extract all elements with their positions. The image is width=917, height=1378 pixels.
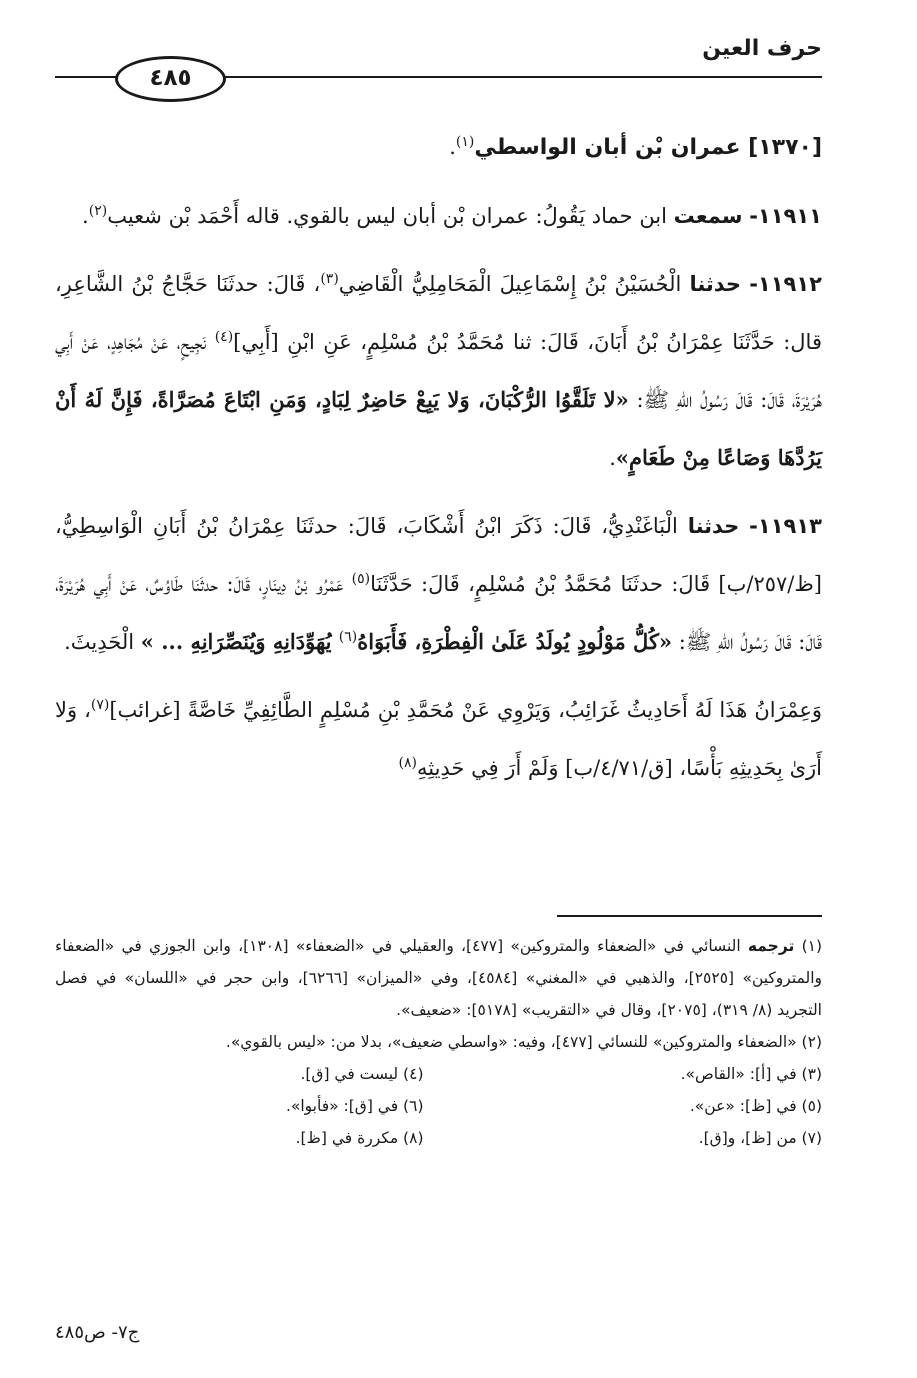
commentary-text: وَعِمْرَانُ هَذَا لَهُ أَحَادِيثُ غَرَائِبُ، وَيَرْوِي عَنْ مُحَمَّدِ بْنِ مُسْلِمٍ الطَّائِفِيِّ خَاصَّةً [غرائب] [109, 698, 822, 722]
footnote-2: (٢) «الضعفاء والمتروكين» للنسائي [٤٧٧]، وفيه: «واسطي ضعيف»، بدلا من: «ليس بالقوي». [225, 1033, 822, 1051]
isnad-text: ، قَالَ: حدثَنَا حَجَّاجُ بْنُ الشَّاعِرِ، قال: حَدَّثَنَا عِمْرَانُ بْنُ أَبَانَ، قَالَ: ثنا مُحَمَّدُ بْنُ مُسْلِمٍ، عَنِ ابْنِ [أَبِي] [55, 272, 822, 354]
footnote-4: (٤) ليست في [ق]. [300, 1065, 424, 1083]
footnote-separator [557, 915, 822, 917]
footnote-ref: (٦) [338, 629, 358, 645]
isnad-text: عَمْرُو بْنُ دِينَارٍ، قَالَ: حدثَنَا طَاوُسٌ، عَنْ أَبِي هُرَيْرَةَ، قَالَ: قَالَ رَسُولُ اللهِ ﷺ: [55, 572, 822, 654]
hadith-text: «كُلُّ مَوْلُودٍ يُولَدُ عَلَىٰ الْفِطْرَةِ، فَأَبَوَاهُ [357, 629, 673, 654]
footnote-ref: (٤) [214, 329, 234, 345]
footnote-6: (٦) في [ق]: «فأبوا». [285, 1097, 424, 1115]
footnote-ref: (٧) [90, 697, 110, 713]
entry-heading: [١٣٧٠] عمران بْن أبان الواسطي$^{(١)}$. [449, 134, 822, 160]
isnad-text: نَجِيحٍ، عَنْ مُجَاهِدٍ، عَنْ أَبِي هُرَيْرَةَ، قَالَ: قَالَ رَسُولُ اللهِ ﷺ: [55, 330, 822, 412]
narration-lead: حدثنا [687, 514, 740, 538]
paragraph-11911: ١١٩١١- سمعت ابن حماد يَقُولُ: عمران بْن أبان ليس بالقوي. قاله أَحْمَد بْن شعيب$^{(٢)}$. [82, 203, 822, 228]
narration-number: ١١٩١١- [749, 204, 822, 228]
footnote-3: (٣) في [أ]: «القاص». [680, 1065, 822, 1083]
page-number-badge: ٤٨٥ [115, 56, 226, 102]
isnad-text: الْحُسَيْنُ بْنُ إِسْمَاعِيلَ الْمَحَامِلِيُّ الْقَاضِي [338, 272, 682, 296]
volume-page-ref: ج٧- ص٤٨٥ [55, 1322, 140, 1343]
narration-text: ابن حماد يَقُولُ: عمران بْن أبان ليس بالقوي. قاله أَحْمَد بْن شعيب [107, 204, 667, 228]
paragraph-11912: ١١٩١٢- حدثنا الْحُسَيْنُ بْنُ إِسْمَاعِيلَ الْمَحَامِلِيُّ الْقَاضِي$^{(٣)}$، قَالَ: حدثَنَا حَجَّاجُ بْنُ الشَّاعِرِ، قال: حَدَّثَنَا عِمْرَانُ بْنُ أَبَانَ، قَالَ: ثنا مُحَمَّدُ بْنُ مُسْلِمٍ، عَنِ ابْنِ [أَبِي]$^{(٤)}$ نَجِيحٍ، عَنْ مُجَاهِدٍ، عَنْ أَبِي هُرَيْرَةَ، قَالَ: قَالَ رَسُولُ اللهِ ﷺ: «لا تَلَقَّوُا الرُّكْبَانَ، وَلا يَبِعْ حَاضِرٌ لِبَادٍ، وَمَنِ ابْتَاعَ مُصَرَّاةً، فَإِنَّ لَهُ أَنْ يَرُدَّهَا وَصَاعًا مِنْ طَعَامٍ». [55, 271, 822, 470]
entry-title: [١٣٧٠] عمران بْن أبان الواسطي [474, 135, 822, 160]
narration-number: ١١٩١٣- [749, 514, 822, 538]
main-text [55, 118, 822, 807]
footnote-ref: (٥) [351, 571, 371, 587]
footnote-ref: (١) [455, 134, 475, 150]
footnote-ref: (٨) [398, 755, 417, 771]
narration-lead: حدثنا [689, 272, 742, 296]
footnote-8: (٨) مكررة في [ظ]. [295, 1129, 424, 1147]
narration-lead: سمعت [673, 204, 743, 228]
paragraph-11913: ١١٩١٣- حدثنا الْبَاغَنْدِيُّ، قَالَ: ذَكَرَ ابْنُ أَشْكَابَ، قَالَ: حدثَنَا عِمْرَانُ بْنُ أَبَانِ الْوَاسِطِيُّ، [ظ/٢٥٧/ب] قَالَ: حدثَنَا مُحَمَّدُ بْنُ مُسْلِمٍ، قَالَ: حَدَّثَنَا$^{(٥)}$ عَمْرُو بْنُ دِينَارٍ، قَالَ: حدثَنَا طَاوُسٌ، عَنْ أَبِي هُرَيْرَةَ، قَالَ: قَالَ رَسُولُ اللهِ ﷺ: «كُلُّ مَوْلُودٍ يُولَدُ عَلَىٰ الْفِطْرَةِ، فَأَبَوَاهُ$^{(٦)}$ يُهَوِّدَانِهِ وَيُنَصِّرَانِهِ ... » الْحَدِيثَ. [55, 514, 822, 654]
footnote-5: (٥) في [ظ]: «عن». [689, 1097, 822, 1115]
commentary-text: ، وَلا أَرَىٰ بِحَدِيثِهِ بَأْسًا، [ق/٤/٧١/ب] وَلَمْ أَرَ فِي حَدِيثِهِ [55, 698, 822, 780]
paragraph-commentary [55, 681, 822, 797]
footnote-ref: (٣) [320, 271, 339, 287]
footnote-7: (٧) من [ظ]، و[ق]. [698, 1129, 822, 1147]
narration-number: ١١٩١٢- [749, 272, 822, 296]
hadith-text: يُهَوِّدَانِهِ وَيُنَصِّرَانِهِ ... » [140, 629, 339, 654]
hadith-text: «لا تَلَقَّوُا الرُّكْبَانَ، وَلا يَبِعْ حَاضِرٌ لِبَادٍ، وَمَنِ ابْتَاعَ مُصَرَّاةً، فَإِنَّ لَهُ أَنْ يَرُدَّهَا وَصَاعًا مِنْ طَعَامٍ» [55, 387, 822, 470]
isnad-text: الْبَاغَنْدِيُّ، قَالَ: ذَكَرَ ابْنُ أَشْكَابَ، قَالَ: حدثَنَا عِمْرَانُ بْنُ أَبَانِ الْوَاسِطِيُّ، [ظ/٢٥٧/ب] قَالَ: حدثَنَا مُحَمَّدُ بْنُ مُسْلِمٍ، قَالَ: حَدَّثَنَا [55, 514, 822, 596]
footnote-ref: (٢) [88, 203, 108, 219]
chapter-title: حرف العين [702, 36, 822, 61]
page-header [30, 36, 822, 106]
footnotes [55, 930, 822, 1154]
footnote-grid [55, 1058, 822, 1154]
footnote-1: (١) ترجمه النسائي في «الضعفاء والمتروكين» [٤٧٧]، والعقيلي في «الضعفاء» [١٣٠٨]، وابن الجوزي في «الضعفاء والمتروكين» [٢٥٢٥]، والذهبي في «المغني» [٤٥٨٤]، وفي «الميزان» [٦٢٦٦]، وابن حجر في «اللسان» في فصل التجريد (٨/ ٣١٩)، [٢٠٧٥]، وقال في «التقريب» [٥١٧٨]: «ضعيف». [55, 937, 823, 1019]
